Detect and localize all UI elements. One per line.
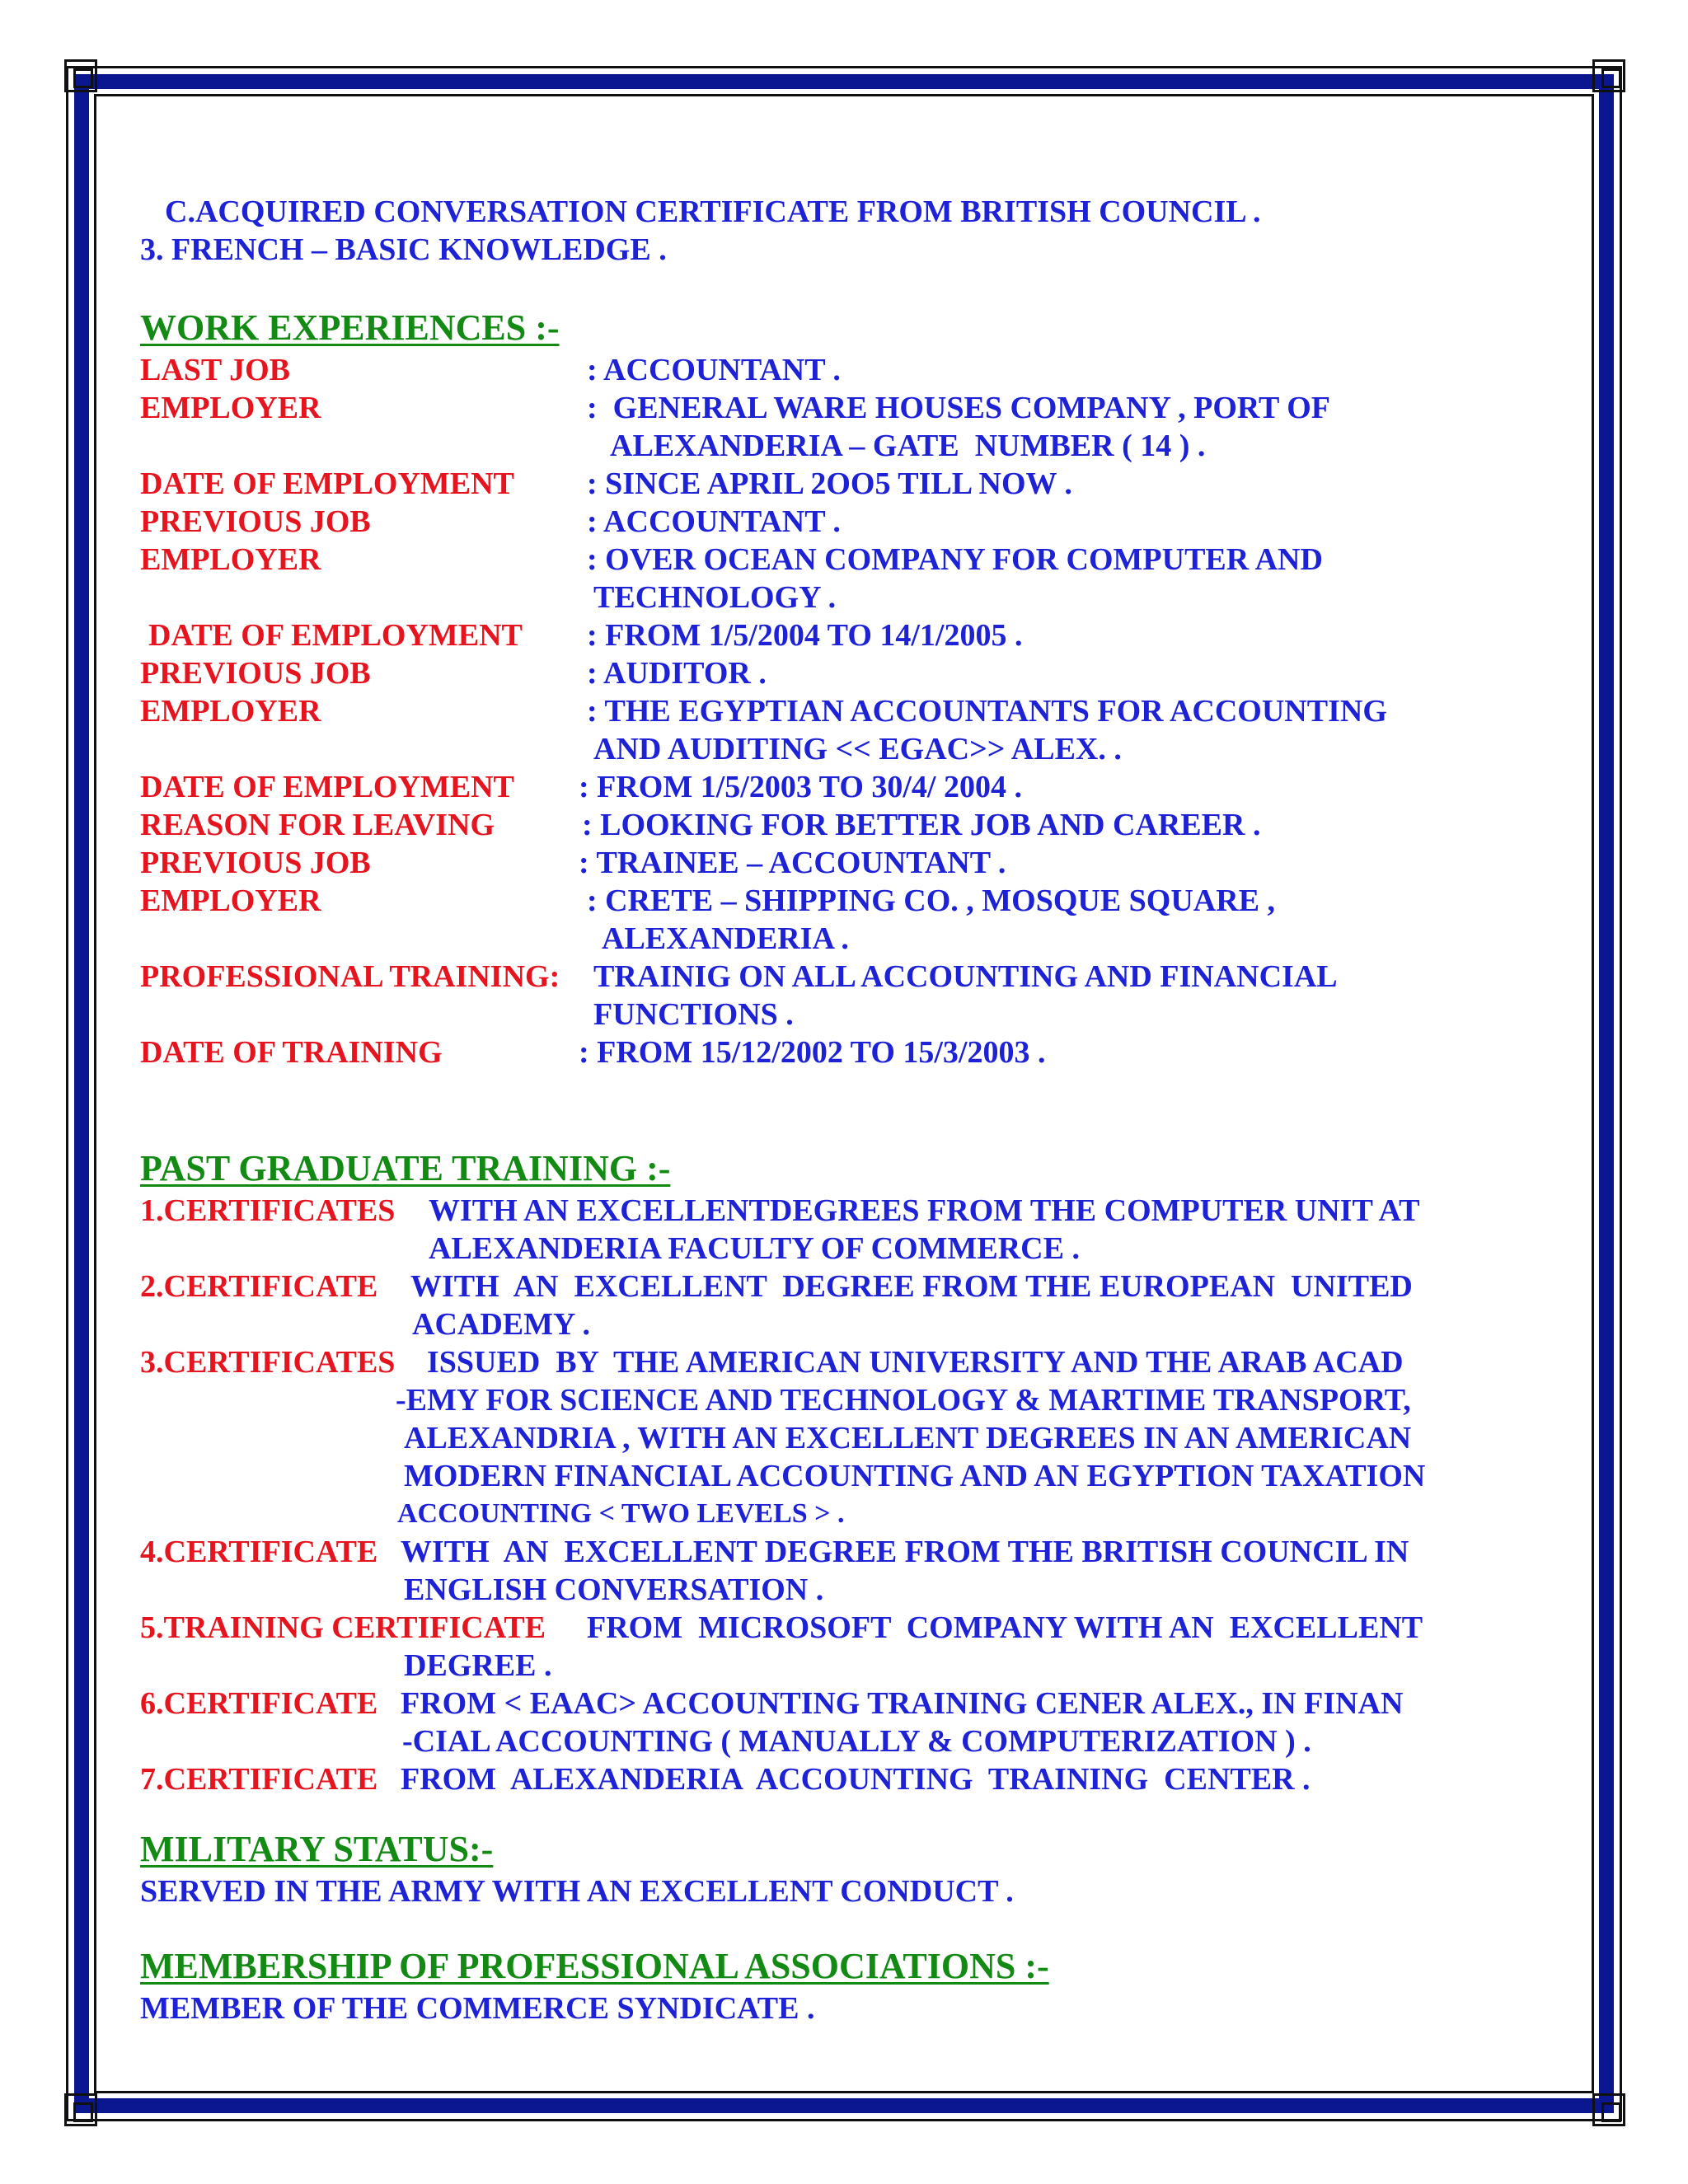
work-value-continuation: ALEXANDERIA – GATE NUMBER ( 14 ) . <box>610 429 1206 463</box>
training-text: ENGLISH CONVERSATION . <box>404 1572 824 1607</box>
training-text: FROM MICROSOFT COMPANY WITH AN EXCELLENT <box>587 1610 1423 1645</box>
work-value: : FROM 1/5/2003 TO 30/4/ 2004 . <box>579 770 1022 804</box>
past-graduate-training-heading: PAST GRADUATE TRAINING :- <box>140 1148 671 1188</box>
training-text: ISSUED BY THE AMERICAN UNIVERSITY AND THE ARAB ACAD <box>427 1345 1404 1380</box>
training-text: FROM < EAAC> ACCOUNTING TRAINING CENER ALEX., IN FINAN <box>401 1686 1404 1721</box>
training-text: ALEXANDERIA FACULTY OF COMMERCE . <box>429 1231 1080 1266</box>
work-value: : AUDITOR . <box>587 656 767 691</box>
work-label: PREVIOUS JOB <box>140 504 371 539</box>
corner-ornament-top-right <box>1592 59 1625 92</box>
training-text: WITH AN EXCELLENT DEGREE FROM THE EUROPEAN UNITED <box>410 1269 1413 1304</box>
work-value: : GENERAL WARE HOUSES COMPANY , PORT OF <box>587 391 1330 425</box>
military-status-heading: MILITARY STATUS:- <box>140 1829 494 1869</box>
training-text: FROM ALEXANDERIA ACCOUNTING TRAINING CENTER . <box>401 1762 1311 1797</box>
work-value: : CRETE – SHIPPING CO. , MOSQUE SQUARE , <box>587 883 1276 918</box>
training-text: ACADEMY . <box>412 1307 591 1342</box>
work-label: EMPLOYER <box>140 883 321 918</box>
training-text: WITH AN EXCELLENT DEGREE FROM THE BRITISH COUNCIL IN <box>401 1535 1409 1569</box>
work-label: DATE OF EMPLOYMENT <box>148 618 523 653</box>
work-label: LAST JOB <box>140 353 290 387</box>
work-value: : THE EGYPTIAN ACCOUNTANTS FOR ACCOUNTING <box>587 694 1387 729</box>
training-label: 4.CERTIFICATE <box>140 1535 378 1569</box>
corner-ornament-top-left <box>64 59 97 92</box>
training-text: WITH AN EXCELLENTDEGREES FROM THE COMPUTER UNIT AT <box>429 1193 1420 1228</box>
work-label: EMPLOYER <box>140 391 321 425</box>
work-label: EMPLOYER <box>140 542 321 577</box>
training-text: -CIAL ACCOUNTING ( MANUALLY & COMPUTERIZATION ) . <box>402 1724 1311 1759</box>
training-label: 3.CERTIFICATES <box>140 1345 396 1380</box>
work-value: : OVER OCEAN COMPANY FOR COMPUTER AND <box>587 542 1323 577</box>
work-label: PREVIOUS JOB <box>140 656 371 691</box>
work-value: : ACCOUNTANT . <box>587 353 841 387</box>
work-value: : FROM 1/5/2004 TO 14/1/2005 . <box>587 618 1023 653</box>
work-value-continuation: AND AUDITING << EGAC>> ALEX. . <box>593 732 1122 766</box>
language-item-c: C.ACQUIRED CONVERSATION CERTIFICATE FROM BRITISH COUNCIL . <box>165 194 1261 229</box>
training-label: 6.CERTIFICATE <box>140 1686 378 1721</box>
training-label: 5.TRAINING CERTIFICATE <box>140 1610 546 1645</box>
training-text: MODERN FINANCIAL ACCOUNTING AND AN EGYPTION TAXATION <box>404 1459 1426 1493</box>
work-label: EMPLOYER <box>140 694 321 729</box>
corner-ornament-bottom-right <box>1592 2093 1625 2126</box>
military-status-text: SERVED IN THE ARMY WITH AN EXCELLENT CONDUCT . <box>140 1874 1014 1909</box>
work-value: TRAINIG ON ALL ACCOUNTING AND FINANCIAL <box>593 959 1338 994</box>
work-label: DATE OF EMPLOYMENT <box>140 466 514 501</box>
training-text: DEGREE . <box>404 1648 552 1683</box>
work-label: PREVIOUS JOB <box>140 846 371 880</box>
work-value-continuation: ALEXANDERIA . <box>602 921 849 956</box>
work-value: : ACCOUNTANT . <box>587 504 841 539</box>
corner-ornament-bottom-left <box>64 2093 97 2126</box>
work-label: DATE OF TRAINING <box>140 1035 443 1070</box>
work-value: : SINCE APRIL 2OO5 TILL NOW . <box>587 466 1072 501</box>
training-label: 7.CERTIFICATE <box>140 1762 378 1797</box>
work-value: : TRAINEE – ACCOUNTANT . <box>579 846 1006 880</box>
membership-text: MEMBER OF THE COMMERCE SYNDICATE . <box>140 1991 815 2026</box>
work-label: REASON FOR LEAVING <box>140 808 495 842</box>
work-value-continuation: TECHNOLOGY . <box>593 580 837 615</box>
language-item-3: 3. FRENCH – BASIC KNOWLEDGE . <box>140 232 667 267</box>
training-label: 1.CERTIFICATES <box>140 1193 396 1228</box>
work-value-continuation: FUNCTIONS . <box>593 997 794 1032</box>
training-text: ACCOUNTING < TWO LEVELS > . <box>397 1498 845 1529</box>
work-value: : FROM 15/12/2002 TO 15/3/2003 . <box>579 1035 1046 1070</box>
work-experiences-heading: WORK EXPERIENCES :- <box>140 307 560 348</box>
training-label: 2.CERTIFICATE <box>140 1269 378 1304</box>
work-value: : LOOKING FOR BETTER JOB AND CAREER . <box>582 808 1261 842</box>
work-label: PROFESSIONAL TRAINING: <box>140 959 560 994</box>
training-text: -EMY FOR SCIENCE AND TECHNOLOGY & MARTIME TRANSPORT, <box>396 1383 1411 1418</box>
work-label: DATE OF EMPLOYMENT <box>140 770 514 804</box>
membership-heading: MEMBERSHIP OF PROFESSIONAL ASSOCIATIONS :- <box>140 1946 1049 1986</box>
training-text: ALEXANDRIA , WITH AN EXCELLENT DEGREES IN AN AMERICAN <box>404 1421 1412 1455</box>
